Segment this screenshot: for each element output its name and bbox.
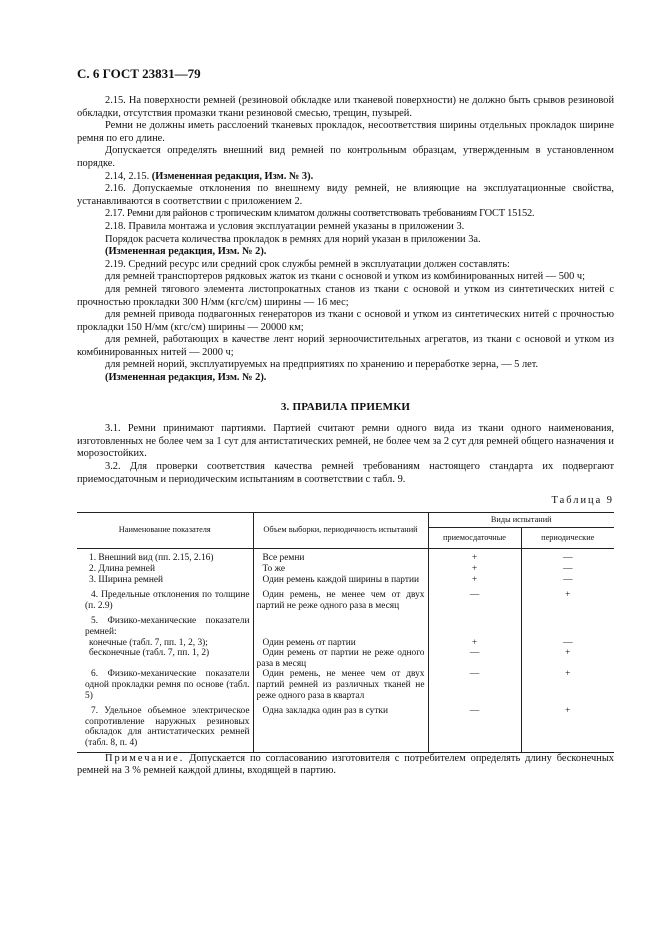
row-name: 6. Физико-механические показатели одной прокладки ремня по основе (табл. 5)	[77, 669, 253, 701]
row-name: 4. Предельные отклонения по толщине (п. 2.9)	[77, 585, 253, 611]
row-sample: Одна закладка один раз в сутки	[253, 701, 428, 752]
row-periodic	[521, 611, 614, 637]
page-header: С. 6 ГОСТ 23831—79	[77, 66, 201, 81]
row-acceptance: —	[428, 648, 521, 669]
row-name: 3. Ширина ремней	[77, 575, 253, 586]
table-caption: Таблица 9	[551, 495, 614, 507]
row-periodic: —	[563, 564, 573, 574]
edit-note: (Измененная редакция, Изм. № 2).	[105, 246, 267, 258]
row-name: 7. Удельное объемное электрическое сопротивление наружных резиновых обкладок для антистатических ремней (табл. 8, п. 4)	[77, 701, 253, 752]
row-sample: Один ремень, не менее чем от двух партий не реже одного раза в месяц	[253, 585, 428, 611]
table-header-acceptance: приемосдаточные	[428, 528, 521, 549]
row-name: 1. Внешний вид (пп. 2.15, 2.16)	[77, 549, 253, 564]
note-label: Примечание.	[105, 752, 185, 764]
row-sample: Один ремень от партии	[253, 638, 428, 649]
row-acceptance: +	[428, 564, 521, 575]
row-periodic: +	[521, 701, 614, 752]
paragraph: Допускается определять внешний вид ремней по контрольным образцам, утвержденным в установленном порядке.	[77, 145, 614, 169]
note-text: Допускается по согласованию изготовителя с потребителем определять длину бесконечных ремней на 3 % ремней каждой длины, входящей в партию.	[77, 752, 614, 777]
paragraph: 2.15. На поверхности ремней (резиновой обкладке или тканевой поверхности) не должно быть срывов резиновой обкладки, отсутствия промазки ткани резиновой смесью, трещин, пузырей.	[77, 95, 614, 119]
paragraph: Ремни не должны иметь расслоений тканевых прокладок, несоответствия ширины отдельных прокладок ширине ремня по его длине.	[77, 120, 614, 144]
paragraph: для ремней норий, эксплуатируемых на предприятиях по хранению и переработке зерна, — 5 лет.	[105, 359, 539, 371]
edit-note: (Измененная редакция, Изм. № 2).	[105, 372, 267, 384]
row-acceptance: +	[428, 575, 521, 586]
paragraph: для ремней, работающих в качестве лент норий зерноочистительных агрегатов, из ткани с основой и утком из комбинированных нитей — 2000 ч;	[77, 334, 614, 358]
paragraph: 2.16. Допускаемые отклонения по внешнему виду ремней, не влияющие на эксплуатационные свойства, устанавливаются в соответствии с приложением 2.	[77, 183, 614, 207]
row-periodic: +	[565, 590, 571, 601]
table-header-name: Наименование показателя	[77, 512, 253, 549]
row-name: бесконечные (табл. 7, пп. 1, 2)	[77, 648, 253, 669]
table-row	[77, 585, 614, 611]
row-periodic: +	[565, 669, 571, 680]
table-row	[77, 701, 614, 752]
paragraph: для ремней транспортеров рядковых жаток из ткани с основой и утком из комбинированных нитей — 500 ч;	[105, 271, 586, 283]
table-header-sample: Объем выборки, периодичность испытаний	[253, 512, 428, 549]
row-sample: Один ремень каждой ширины в партии	[253, 575, 428, 586]
row-acceptance: —	[428, 701, 521, 752]
row-acceptance: —	[428, 669, 521, 701]
paragraph: 2.17. Ремни для районов с тропическим климатом должны соответствовать требованиям ГОСТ 15152.	[105, 208, 535, 220]
row-periodic: +	[565, 648, 571, 659]
paragraph: 2.19. Средний ресурс или средний срок службы ремней в эксплуатации должен составлять:	[105, 258, 510, 270]
paragraph: для ремней тягового элемента листопрокатных станов из ткани с основой и утком из синтетических нитей с прочностью прокладки 300 Н/мм (кгс/см) ширины — 16 мес;	[77, 283, 614, 308]
row-sample: Один ремень от партии не реже одного раза в месяц	[253, 648, 428, 669]
acceptance-table	[77, 512, 614, 753]
row-acceptance	[428, 611, 521, 637]
table-row	[77, 564, 614, 575]
table-row	[77, 611, 614, 637]
row-sample: Все ремни	[253, 549, 428, 564]
paragraph: Порядок расчета количества прокладок в ремнях для норий указан в приложении 3а.	[105, 233, 481, 245]
row-name: 5. Физико-механические показатели ремней:	[77, 611, 253, 637]
row-periodic: —	[563, 553, 573, 564]
table-note	[77, 753, 614, 778]
paragraph: 2.18. Правила монтажа и условия эксплуатации ремней указаны в приложении 3.	[105, 220, 465, 232]
row-sample: Один ремень, не менее чем от двух партий ремней из различных тканей не реже одного раза в квартал	[253, 669, 428, 701]
row-periodic: —	[563, 637, 573, 648]
edit-note	[77, 171, 614, 184]
table-header-periodic: периодические	[521, 528, 614, 549]
row-acceptance: +	[428, 549, 521, 564]
paragraph: для ремней привода подвагонных генераторов из ткани с основой и утком из синтетических нитей с прочностью прокладки 150 Н/мм (кгс/см) ширины — 20000 км;	[77, 309, 614, 333]
row-name: 2. Длина ремней	[77, 564, 253, 575]
document-body	[77, 95, 614, 778]
row-sample: То же	[253, 564, 428, 575]
table-row	[77, 648, 614, 669]
row-acceptance: —	[428, 585, 521, 611]
edit-note-prefix: 2.14, 2.15.	[105, 170, 150, 182]
paragraph: 3.1. Ремни принимают партиями. Партией считают ремни одного вида из ткани одного наименования, изготовленных не более чем за 1 сут для антистатических ремней, не более чем за 2 сут для ремней общего назначения и морозостойких.	[77, 423, 614, 460]
table-row	[77, 669, 614, 701]
section-title: 3. ПРАВИЛА ПРИЕМКИ	[280, 400, 411, 413]
table-row	[77, 549, 614, 564]
table-header-group: Виды испытаний	[428, 512, 614, 528]
row-periodic: —	[563, 574, 573, 585]
table-row	[77, 575, 614, 586]
row-sample	[253, 611, 428, 637]
row-acceptance: +	[428, 638, 521, 649]
row-name: конечные (табл. 7, пп. 1, 2, 3);	[77, 638, 253, 649]
edit-note-bold: (Измененная редакция, Изм. № 3).	[151, 170, 314, 182]
paragraph: 3.2. Для проверки соответствия качества ремней требованиям настоящего стандарта их подвергают приемосдаточным и периодическим испытаниям в соответствии с табл. 9.	[77, 461, 614, 485]
table-row	[77, 638, 614, 649]
